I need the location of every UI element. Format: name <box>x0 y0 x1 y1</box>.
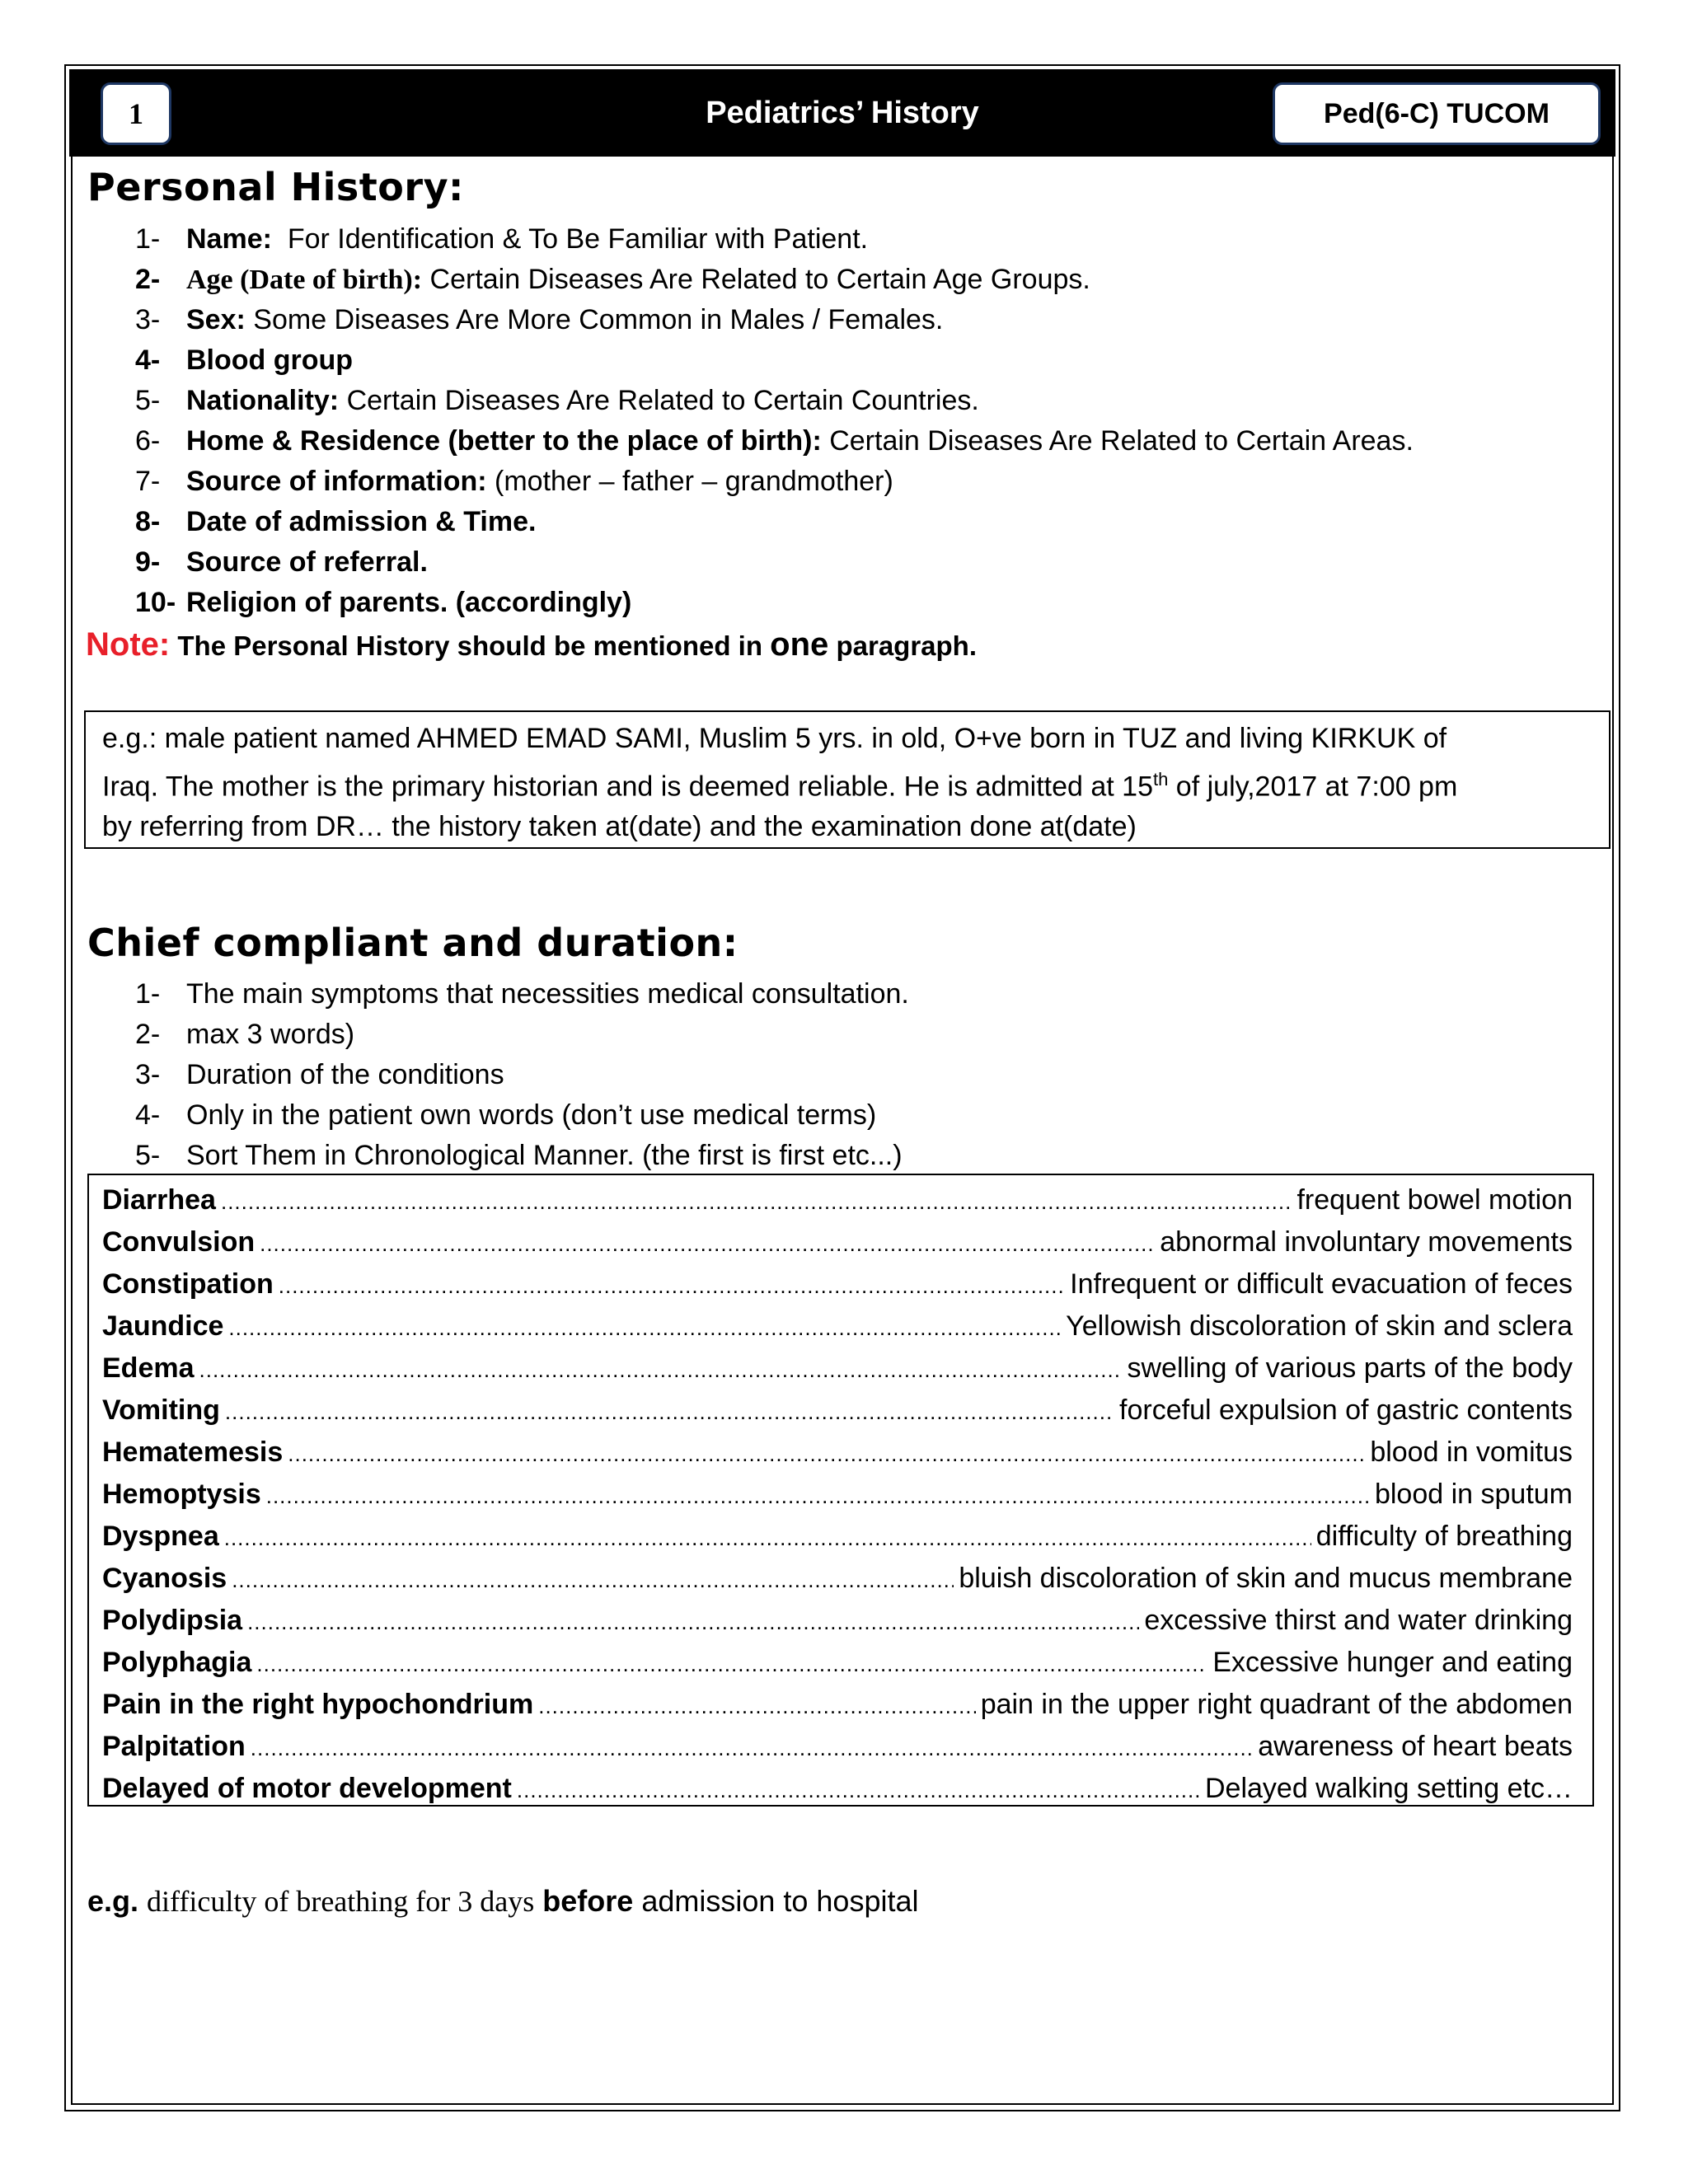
chief-complaint-heading: Chief compliant and duration: <box>87 921 738 965</box>
item-label: Name: <box>186 223 272 255</box>
list-item <box>135 1095 909 1136</box>
term-definition: Delayed walking setting etc… <box>1204 1773 1573 1804</box>
term-definition: swelling of various parts of the body <box>1127 1352 1573 1384</box>
term-row <box>102 1222 1573 1264</box>
term-definition: pain in the upper right quadrant of the abdomen <box>980 1689 1573 1720</box>
list-item <box>135 583 1414 623</box>
item-label: Source of information: <box>186 466 487 497</box>
item-number: 1- <box>135 223 161 255</box>
term-row <box>102 1264 1573 1306</box>
header-bar <box>69 69 1615 157</box>
list-item <box>135 421 1414 462</box>
term-name: Hemoptysis <box>102 1479 261 1510</box>
term-definition: Infrequent or difficult evacuation of feces <box>1070 1268 1573 1300</box>
item-label: Religion of parents. (accordingly) <box>186 587 632 618</box>
list-item <box>135 340 1414 381</box>
item-label: Home & Residence (better to the place of birth): <box>186 425 822 457</box>
list-item <box>135 1015 909 1055</box>
term-row <box>102 1180 1573 1222</box>
list-item <box>135 300 1414 340</box>
term-name: Convulsion <box>102 1226 256 1258</box>
term-definition: blood in vomitus <box>1370 1436 1573 1468</box>
dot-leader <box>538 1686 975 1727</box>
term-definition: frequent bowel motion <box>1296 1184 1573 1216</box>
item-label: Blood group <box>186 344 354 376</box>
dot-leader <box>247 1602 1139 1643</box>
page-number: 1 <box>101 82 171 145</box>
list-item <box>135 542 1414 583</box>
example-line-3: by referring from DR… the history taken at(date) and the examination done at(date) <box>102 811 1137 843</box>
item-number: 10- <box>135 587 176 618</box>
item-number: 5- <box>135 385 161 416</box>
item-number: 3- <box>135 1059 161 1090</box>
list-item <box>135 502 1414 542</box>
chief-complaint-list <box>135 974 909 1176</box>
dot-leader <box>256 1644 1207 1685</box>
item-number: 5- <box>135 1140 161 1171</box>
term-row <box>102 1516 1573 1558</box>
term-definition: forceful expulsion of gastric contents <box>1119 1394 1573 1426</box>
term-definition: abnormal involuntary movements <box>1160 1226 1573 1258</box>
term-definition: excessive thirst and water drinking <box>1144 1605 1573 1636</box>
item-number: 2- <box>135 1019 161 1050</box>
item-number: 8- <box>135 506 161 537</box>
item-label: Date of admission & Time. <box>186 506 537 537</box>
item-number: 4- <box>135 1099 161 1131</box>
list-item <box>135 462 1414 502</box>
item-text: Only in the patient own words (don’t use medical terms) <box>186 1099 877 1131</box>
item-label: Nationality: <box>186 385 340 416</box>
example-part-1: difficulty of breathing for 3 days <box>147 1885 535 1918</box>
example-line-1: e.g.: male patient named AHMED EMAD SAMI, Muslim 5 yrs. in old, O+ve born in TUZ and living KIRKUK of <box>102 723 1447 754</box>
term-name: Palpitation <box>102 1731 246 1762</box>
item-text: Duration of the conditions <box>186 1059 504 1090</box>
item-label: Age (Date of birth): <box>186 265 423 295</box>
item-text: Certain Diseases Are Related to Certain Age Groups. <box>429 264 1090 295</box>
item-label: Source of referral. <box>186 546 428 578</box>
item-number: 1- <box>135 978 161 1010</box>
term-name: Hematemesis <box>102 1436 284 1468</box>
symptom-terms-box <box>87 1174 1594 1807</box>
dot-leader <box>232 1560 954 1601</box>
item-text: Certain Diseases Are Related to Certain Countries. <box>346 385 979 416</box>
personal-history-example-box <box>84 710 1611 849</box>
item-text: Some Diseases Are More Common in Males / Females. <box>253 304 944 335</box>
term-name: Dyspnea <box>102 1521 219 1552</box>
example-line-2 <box>102 759 1609 807</box>
term-definition: blood in sputum <box>1374 1479 1573 1510</box>
chief-complaint-example <box>87 1884 919 1919</box>
example-prefix: e.g. <box>87 1884 139 1918</box>
dot-leader <box>228 1308 1061 1348</box>
term-row <box>102 1390 1573 1432</box>
term-row <box>102 1685 1573 1727</box>
term-name: Polydipsia <box>102 1605 243 1636</box>
term-row <box>102 1769 1573 1811</box>
term-name: Diarrhea <box>102 1184 216 1216</box>
example-part-2: admission to hospital <box>641 1884 919 1918</box>
dot-leader <box>224 1518 1311 1558</box>
note-text-after: paragraph. <box>836 630 978 661</box>
term-row <box>102 1348 1573 1390</box>
note-label: Note: <box>86 626 171 663</box>
item-number: 3- <box>135 304 161 335</box>
note-text-before: The Personal History should be mentioned in <box>177 630 762 661</box>
example-line-2-tail: of july,2017 at 7:00 pm <box>1168 771 1458 803</box>
list-item <box>135 1136 909 1176</box>
item-number: 7- <box>135 466 161 497</box>
term-definition: bluish discoloration of skin and mucus membrane <box>959 1563 1573 1594</box>
term-row <box>102 1558 1573 1601</box>
term-name: Edema <box>102 1352 195 1384</box>
item-number: 9- <box>135 546 161 578</box>
dot-leader <box>517 1770 1200 1811</box>
list-item <box>135 260 1414 300</box>
term-row <box>102 1306 1573 1348</box>
list-item <box>135 381 1414 421</box>
personal-history-list <box>135 219 1414 623</box>
item-text: For Identification & To Be Familiar with Patient. <box>287 223 869 255</box>
dot-leader <box>288 1434 1365 1474</box>
term-definition: awareness of heart beats <box>1258 1731 1573 1762</box>
term-row <box>102 1601 1573 1643</box>
term-definition: Excessive hunger and eating <box>1212 1647 1573 1678</box>
term-definition: Yellowish discoloration of skin and sclera <box>1066 1310 1573 1342</box>
term-row <box>102 1474 1573 1516</box>
example-line-2-text: Iraq. The mother is the primary historian and is deemed reliable. He is admitted at 15 <box>102 771 1153 803</box>
term-name: Cyanosis <box>102 1563 227 1594</box>
example-emphasis: before <box>542 1884 634 1918</box>
item-number: 6- <box>135 425 161 457</box>
item-text: Sort Them in Chronological Manner. (the first is first etc...) <box>186 1140 903 1171</box>
dot-leader <box>199 1350 1123 1390</box>
dot-leader <box>221 1182 1292 1222</box>
dot-leader <box>279 1266 1065 1306</box>
item-text: Certain Diseases Are Related to Certain Areas. <box>829 425 1414 457</box>
term-name: Delayed of motor development <box>102 1773 512 1804</box>
personal-history-heading: Personal History: <box>87 165 464 209</box>
list-item <box>135 219 1414 260</box>
term-definition: difficulty of breathing <box>1315 1521 1573 1552</box>
page-title: Pediatrics’ History <box>706 95 979 130</box>
term-name: Pain in the right hypochondrium <box>102 1689 534 1720</box>
course-tag: Ped(6-C) TUCOM <box>1273 82 1601 145</box>
dot-leader <box>251 1728 1253 1769</box>
example-line-2-sup: th <box>1153 769 1169 790</box>
dot-leader <box>260 1224 1155 1264</box>
dot-leader <box>225 1392 1114 1432</box>
item-text: The main symptoms that necessities medical consultation. <box>186 978 909 1010</box>
term-name: Polyphagia <box>102 1647 252 1678</box>
item-number: 4- <box>135 344 161 376</box>
note-line <box>86 626 977 663</box>
term-row <box>102 1727 1573 1769</box>
term-name: Constipation <box>102 1268 274 1300</box>
term-name: Jaundice <box>102 1310 224 1342</box>
list-item <box>135 974 909 1015</box>
term-row <box>102 1432 1573 1474</box>
item-text: max 3 words) <box>186 1019 355 1050</box>
note-emphasis: one <box>770 626 829 663</box>
item-text: (mother – father – grandmother) <box>495 466 893 497</box>
item-label: Sex: <box>186 304 246 335</box>
item-number: 2- <box>135 264 161 295</box>
dot-leader <box>266 1476 1370 1516</box>
term-row <box>102 1643 1573 1685</box>
list-item <box>135 1055 909 1095</box>
term-name: Vomiting <box>102 1394 220 1426</box>
